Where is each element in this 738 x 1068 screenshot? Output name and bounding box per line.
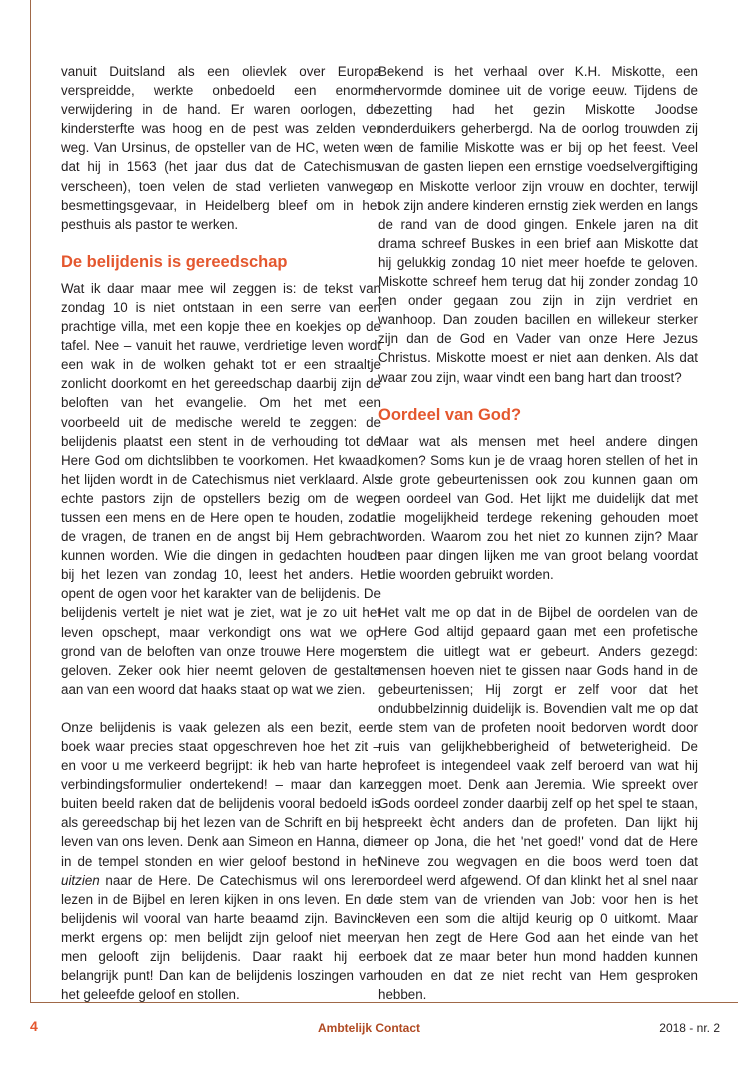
margin-rule-vertical (30, 0, 31, 1003)
paragraph: Bekend is het verhaal over K.H. Miskotte, een hervormde dominee uit de vorige eeuw. Tijdens de bezetting had het gezin Miskotte Joodse onderduikers geherbergd. Na de oorlog trouwden zij en de familie Miskotte was er bij op het feest. Veel van de gasten liepen een ernstige voedselvergiftiging op en Miskotte verloor zijn vrouw en dochter, terwijl ook zijn andere kinderen ernstig ziek werden en langs de rand van de dood gingen. Enkele jaren na dit drama schreef Buskes in een brief aan Miskotte dat hij gelukkig zondag 10 niet meer hoefde te geloven. Miskotte schreef hem terug dat hij zonder zondag 10 ten onder gegaan zou zijn in zijn verdriet en wanhoop. Dan zouden bacillen en willekeur sterker zijn dan de God en Vader van onze Here Jezus Christus. Miskotte moest er niet aan denken. Als dat waar zou zijn, waar vindt een bang hart dan troost? (378, 64, 698, 385)
right-column (378, 62, 698, 1004)
paragraph: Maar wat als mensen met heel andere dingen komen? Soms kun je de vraag horen stellen of het in de grote gebeurtenissen ook zou kunnen gaan om een oordeel van God. Het lijkt me duidelijk dat met die mogelijkheid terdege rekening gehouden moet worden. Waarom zou het niet zo kunnen zijn? Maar een paar dingen lijken me van groot belang voordat die woorden gebruikt worden. (378, 433, 698, 583)
paragraph-text: Onze belijdenis is vaak gelezen als een bezit, een boek waar precies staat opgeschreven hoe het zit – en voor u me verkeerd begrijpt: ik heb van harte het verbindingsformulier ondertekend! – maar dan kan buiten beeld raken dat de belijdenis vooral bedoeld is als gereedschap bij het lezen van de Schrift en bij het leven van ons leven. Denk aan Simeon en Hanna, die in de tempel stonden en wier geloof bestond in het (61, 719, 381, 869)
paragraph: Wat ik daar maar mee wil zeggen is: de tekst van zondag 10 is niet ontstaan in een serre van een prachtige villa, met een kopje thee en koekjes op de tafel. Nee – vanuit het rauwe, verdrietige leven wordt een wak in de wolken gehakt tot er een straaltje zonlicht doorkomt en het gereedschap daarbij zijn de beloften van het evangelie. Om het met een voorbeeld uit de medische wereld te zeggen: de belijdenis plaatst een stent in de verhouding tot de Here God om dichtslibben te voorkomen. Het kwaad, het lijden wordt in de Catechismus niet verklaard. Als echte pastors zijn de opstellers bezig om de weg tussen een mens en de Here open te houden, zodat de vragen, de tranen en de angst bij Hem gebracht kunnen worden. Wie die dingen in gedachten houdt bij het lezen van zondag 10, leest het anders. Het opent de ogen voor het karakter van de belijdenis. De belijdenis vertelt je niet wat je ziet, wat je zo uit het leven opschept, maar verkondigt ons wat we op grond van de beloften van onze trouwe Here mogen geloven. Zeker ook hier neemt geloven de gestalte aan van een woord dat haaks staat op wat we zien. (61, 280, 381, 697)
paragraph: Het valt me op dat in de Bijbel de oordelen van de Here God altijd gepaard gaan met een profetische stem die uitlegt wat er gebeurt. Anders gezegd: mensen hoeven niet te gissen naar Gods hand in de gebeurtenissen; Hij zorgt er zelf voor dat het ondubbelzinnig duidelijk is. Bovendien valt me op dat de stem van de profeten nooit bedorven wordt door ruis van gelijkhebberigheid of betweterigheid. De profeet is integendeel vaak zelf beroerd van wat hij zeggen moet. Denk aan Jeremia. Wie spreekt over Gods oordeel zonder daarbij zelf op het spel te staan, spreekt ècht anders dan de profeten. Dan lijkt hij meer op Jona, die het 'net goed!' vond dat de Here Nineve zou wegvagen en die boos werd toen dat oordeel werd afgewend. Of dan klinkt het al snel naar de stem van de vrienden van Job: voor hen is het leven een som die altijd keurig op 0 uitkomt. Maar van hen zegt de Here God aan het einde van het boek dat ze maar beter hun mond hadden kunnen houden en dat ze niet recht van Hem gesproken hebben. (378, 605, 698, 1003)
left-column (61, 62, 381, 1004)
magazine-title: Ambtelijk Contact (317, 1021, 420, 1035)
issue-label: 2018 - nr. 2 (659, 1021, 720, 1035)
emphasis-text: uitzien (61, 872, 100, 888)
page-number: 4 (30, 1018, 38, 1034)
section-heading: De belijdenis is gereedschap (61, 252, 288, 271)
paragraph-text: naar de Here. De Catechismus wil ons leren lezen in de Bijbel en leren kijken in ons leven. En de belijdenis wil vooral van harte beaamd zijn. Bavinck merkt ergens op: men belijdt zijn geloof niet meer, men gelooft zijn belijdenis. Daar raakt hij een belangrijk punt! Dan kan de belijdenis loszingen van het geleefde geloof en stollen. (61, 872, 381, 1003)
paragraph: vanuit Duitsland als een olievlek over Europa verspreidde, werkte onbedoeld een enorme verwijdering in de hand. Er waren oorlogen, de kindersterfte was hoog en de pest was zelden ver weg. Van Ursinus, de opsteller van de HC, weten we dat hij in 1563 (het jaar dus dat de Catechismus verscheen), toen velen de stad verlieten vanwege besmettingsgevaar, in Heidelberg bleef om in het pesthuis als pastor te werken. (61, 64, 381, 232)
section-heading: Oordeel van God? (378, 405, 522, 424)
paragraph (61, 718, 381, 1004)
